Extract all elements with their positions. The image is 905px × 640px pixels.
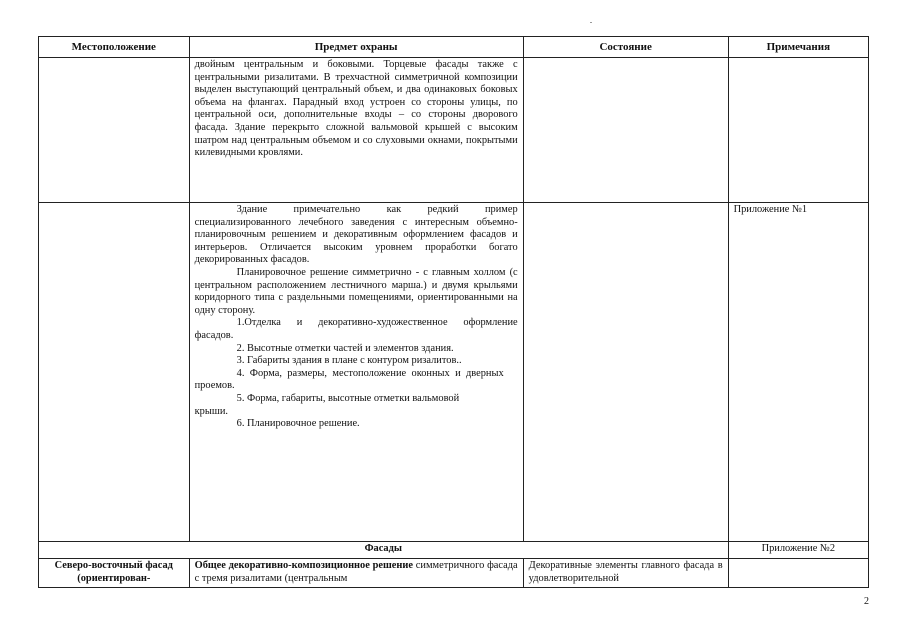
- cell-notes: [728, 58, 868, 203]
- header-location: Местоположение: [39, 37, 190, 58]
- cell-state: [523, 203, 728, 542]
- subject-item: 4. Форма, размеры, местоположение оконных и дверных проемов.: [194, 367, 504, 392]
- cell-notes: Приложение №1: [728, 203, 868, 542]
- section-note: Приложение №2: [728, 542, 868, 559]
- cell-location: Северо-восточный фасад (ориентирован-: [39, 559, 190, 588]
- header-state: Состояние: [523, 37, 728, 58]
- cell-notes: [728, 559, 868, 588]
- subject-text: двойным центральным и боковыми. Торцевые фасады также с центральными ризалитами. В трехчастной симметричной композиции выделен выступающий центральный объем, и два одинаковых боковых объема на флангах. Парадный вход устроен со стороны улицы, по центральной оси, дополнительные входы – со стороны дворового фасада. Здание перекрыто сложной вальмовой крышей с высоким шатром над центральным объемом и со слуховыми окнами, покрытыми килевидными кровлями.: [194, 59, 518, 159]
- cell-state: [523, 58, 728, 203]
- table-row: [39, 58, 869, 203]
- section-title: Фасады: [39, 542, 729, 559]
- subject-bold-text: Общее декоративно-композиционное решение: [194, 560, 413, 571]
- protection-table: [38, 36, 869, 588]
- subject-item: 6. Планировочное решение.: [236, 418, 360, 430]
- cell-subject: [189, 559, 523, 588]
- subject-item: 2. Высотные отметки частей и элементов здания.: [236, 342, 454, 354]
- subject-paragraph: Планировочное решение симметрично - с главным холлом (с центральном расположением лестничного марша.) и двумя крыльями коридорного типа с раздельными помещениями, ориентированными на одну сторону.: [194, 266, 518, 316]
- page-number: 2: [864, 596, 869, 607]
- subject-item: 3. Габариты здания в плане с контуром ризалитов..: [236, 355, 462, 367]
- section-row: [39, 542, 869, 559]
- header-subject: Предмет охраны: [189, 37, 523, 58]
- subject-paragraph: Здание примечательно как редкий пример специализированного лечебного заведения с интересным объемно-планировочным решением и декоративным оформлением фасадов и интерьеров. Отличается высоким уровнем проработки богато декорированных фасадов.: [194, 204, 518, 266]
- cell-subject: [189, 58, 523, 203]
- cell-location: [39, 203, 190, 542]
- subject-item: 1.Отделка и декоративно-художественное оформление фасадов.: [194, 317, 518, 341]
- table-row: [39, 203, 869, 542]
- subject-text: симметричного фасада с тремя ризалитами (центральным: [194, 560, 518, 584]
- subject-item: 5. Форма, габариты, высотные отметки вальмовой крыши.: [194, 392, 460, 417]
- scan-mark: [590, 22, 592, 23]
- table-row: [39, 559, 869, 588]
- cell-subject: [189, 203, 523, 542]
- header-notes: Примечания: [728, 37, 868, 58]
- cell-state: Декоративные элементы главного фасада в удовлетворительной: [523, 559, 728, 588]
- table-header-row: [39, 37, 869, 58]
- cell-location: [39, 58, 190, 203]
